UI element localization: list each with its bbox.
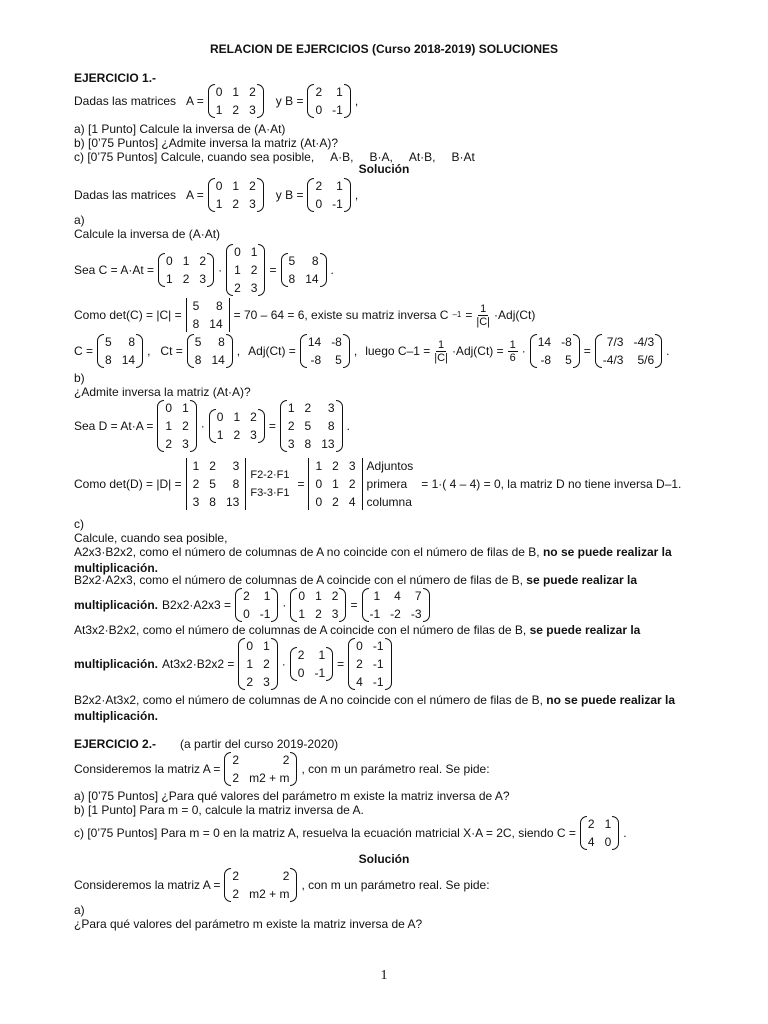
ej1-question-b: b) [0’75 Puntos] ¿Admite inversa la matriz (At·A)? [74, 136, 339, 150]
matrix-cell: -1 [369, 607, 381, 621]
matrix-cell: 1 [263, 639, 270, 653]
matrix-cell: 14 [307, 335, 322, 349]
matrix-cell: 0 [297, 666, 305, 680]
ej1-matrix-d [280, 400, 343, 452]
ej1-det-d2-matrix [308, 458, 362, 510]
matrix-cell: 1 [192, 459, 200, 473]
ej1-y-b-eq: y B = [275, 94, 304, 108]
ej2-matrix-a-2 [224, 868, 297, 902]
ej1-qc-prefix: c) [0’75 Puntos] Calcule, cuando sea posible, [74, 150, 315, 164]
ej1-dot-3: . [346, 419, 350, 433]
matrix-cell: 1 [315, 589, 322, 603]
matrix-cell: 5 [192, 299, 200, 313]
ej1-c4-bold: no se puede realizar la multiplicación. [74, 693, 675, 723]
matrix-cell: 2 [249, 85, 256, 99]
ej1-y-b-eq-2: y B = [275, 188, 304, 202]
matrix-cell: 3 [263, 675, 270, 689]
ej1-inverse-line: C = 5 8 8 14 , Ct = 5 8 8 14 , Adj(Ct) = 14 -8 -8 5 , luego C–1 = $\frac{1}{|C|}$ ·Adj(Ct) = $\frac{1}{6}$ · 14 -8 -8 5 = 7/3 -4/3 -4/3 5/6 . [74, 335, 670, 367]
matrix-cell: 2 [165, 437, 173, 451]
matrix-cell: -8 [310, 353, 322, 367]
matrix-cell: -3 [410, 607, 422, 621]
matrix-cell: 1 [232, 85, 240, 99]
ej1-frac-1-over-c: $\frac{1}{|C|}$ [476, 302, 491, 328]
matrix-cell: 1 [604, 817, 612, 831]
matrix-cell: 5 [288, 254, 296, 268]
ej1-eq-2: = [583, 344, 591, 358]
ej1-matrix-b-4 [290, 647, 333, 681]
ej1-eq-3: = [268, 419, 276, 433]
matrix-cell: 3 [250, 428, 257, 442]
matrix-cell: -1 [372, 639, 384, 653]
ej1-matrix-ct [187, 334, 233, 368]
ej1-eq-1: = [269, 263, 277, 277]
ej1-matrix-a [208, 84, 264, 118]
matrix-cell: 2 [332, 495, 339, 509]
ej1-c4-paragraph [74, 692, 696, 724]
ej2-statement-repeat [74, 868, 490, 902]
ej1-part-a-label: a) [74, 213, 85, 227]
ej1-row-op-3: F3-3·F1 [250, 487, 290, 499]
ej1-c-eq: C = [74, 344, 94, 358]
ej1-det-d-matrix [186, 458, 247, 510]
ej2-question-c-text: c) [0’75 Puntos] Para m = 0 en la matriz A, resuelva la ecuación matricial X·A = 2C, siendo C = [74, 826, 576, 840]
ej1-c3-bold-2: multiplicación. [74, 657, 159, 671]
matrix-cell: 13 [321, 437, 335, 451]
matrix-cell: 3 [331, 607, 339, 621]
ej1-c2-bold: se puede realizar la [526, 573, 637, 587]
matrix-cell: 0 [234, 245, 241, 259]
matrix-cell: -4/3 [602, 353, 624, 367]
matrix-cell: 8 [218, 335, 225, 349]
matrix-cell: 4 [394, 589, 401, 603]
matrix-cell: 8 [194, 353, 202, 367]
matrix-cell: 1 [373, 589, 381, 603]
ej1-c2-expr-line: multiplicación. B2x2·A2x3 = 2 1 0 -1 · 0 1 2 1 2 3 = 1 4 7 -1 -2 -3 [74, 588, 430, 622]
matrix-cell: 3 [348, 459, 356, 473]
ej2-question-b: b) [1 Punto] Para m = 0, calcule la matriz inversa de A. [74, 803, 364, 817]
matrix-cell: 1 [250, 245, 258, 259]
matrix-cell: 1 [336, 85, 343, 99]
ej1-matrix-a-3 [158, 253, 214, 287]
matrix-cell: 3 [249, 197, 256, 211]
matrix-cell: 1 [318, 648, 326, 662]
ej2-question-c [74, 816, 627, 850]
ej1-c3-text: At3x2·B2x2, como el número de columnas de A coincide con el número de filas de B, [74, 623, 527, 637]
matrix-cell: 3 [199, 272, 207, 286]
matrix-cell: 0 [315, 103, 323, 117]
matrix-cell: 5 [335, 353, 342, 367]
matrix-cell: 2 [209, 459, 216, 473]
matrix-cell: 0 [315, 495, 323, 509]
matrix-cell: 2 [192, 477, 200, 491]
matrix-cell: -1 [372, 675, 384, 689]
matrix-cell: 2 [297, 648, 305, 662]
matrix-cell: 2 [232, 103, 240, 117]
ej1-c3-expr: At3x2·B2x2 = [162, 657, 235, 671]
matrix-cell: 8 [128, 335, 136, 349]
ej1-part-b-label: b) [74, 371, 85, 385]
ej2-heading-line [74, 736, 338, 752]
ej2-statement [74, 752, 490, 786]
matrix-cell: 8 [304, 437, 312, 451]
ej1-heading: EJERCICIO 1.- [74, 71, 157, 85]
matrix-cell: 3 [182, 437, 189, 451]
ej1-adj-label-1: Adjuntos [366, 459, 414, 473]
matrix-cell: m2 + m [249, 771, 290, 785]
matrix-cell: 4 [356, 675, 363, 689]
ej1-c2-paragraph [74, 572, 696, 588]
matrix-cell: 0 [246, 639, 254, 653]
ej1-luego: luego C–1 = [365, 344, 431, 358]
matrix-cell: 3 [250, 281, 258, 295]
ej1-matrix-a-2 [208, 178, 264, 212]
ej1-matrix-b-3 [235, 588, 278, 622]
matrix-cell: 4 [348, 495, 356, 509]
ej2-question-a: a) [0’75 Puntos] ¿Para qué valores del parámetro m existe la matriz inversa de A? [74, 789, 510, 803]
matrix-cell: 2 [233, 428, 241, 442]
ej1-c1-text: A2x3·B2x2, como el número de columnas de A no coincide con el número de filas de B, [74, 545, 540, 559]
matrix-cell: 0 [298, 589, 306, 603]
ej1-a-eq-2: A = [186, 188, 204, 202]
matrix-cell: 1 [233, 410, 241, 424]
ej1-matrix-at [226, 244, 265, 296]
matrix-cell: 1 [182, 254, 190, 268]
ej1-adj-ct-tail: ·Adj(Ct) = [451, 344, 504, 358]
ej1-part-c-label: c) [74, 517, 84, 531]
ej1-dadas-label-2: Dadas las matrices [74, 188, 177, 202]
matrix-cell: 14 [305, 272, 319, 286]
ej2-consider-label-2: Consideremos la matriz A = [74, 878, 221, 892]
matrix-cell: 0 [315, 477, 323, 491]
ej1-qc-item-atb: At·B, [408, 150, 436, 164]
ej1-matrix-at-3 [238, 638, 277, 690]
ej1-det-d-result: = 1·( 4 – 4) = 0, la matriz D no tiene inversa D–1. [421, 477, 682, 491]
ej1-sea-c-line: Sea C = A·At = 0 1 2 1 2 3 · 0 1 1 2 2 3 = 5 8 8 14 . [74, 245, 334, 295]
ej1-adj-labels [367, 457, 414, 511]
matrix-cell: 5 [105, 335, 112, 349]
ej2-consider-label: Consideremos la matriz A = [74, 762, 221, 776]
matrix-cell: 8 [288, 272, 296, 286]
ej1-dot-1: . [330, 263, 334, 277]
matrix-cell: 7 [414, 589, 422, 603]
ej1-statement [74, 84, 358, 118]
matrix-cell: 8 [311, 254, 319, 268]
matrix-cell: 1 [263, 589, 271, 603]
ej1-c2-bold-2: multiplicación. [74, 598, 159, 612]
ej1-eq-6: = [337, 657, 345, 671]
ej1-dot-2: . [666, 344, 670, 358]
matrix-cell: 1 [315, 459, 323, 473]
matrix-cell: 2 [232, 197, 240, 211]
matrix-cell: -1 [259, 607, 271, 621]
ej1-sea-d-label: Sea D = At·A = [74, 419, 154, 433]
matrix-cell: 2 [332, 459, 339, 473]
ej1-det-c-label: Como det(C) = |C| = [74, 308, 182, 322]
ej2-part-a-question: ¿Para qué valores del parámetro m existe la matriz inversa de A? [74, 917, 423, 931]
ej1-question-a: a) [1 Punto] Calcule la inversa de (A·At) [74, 122, 286, 136]
ej2-matrix-a [224, 752, 297, 786]
matrix-cell: 1 [298, 607, 306, 621]
ej1-qc-item-bat: B·At [451, 150, 475, 164]
ej1-matrix-a-5 [290, 588, 346, 622]
matrix-cell: 1 [332, 477, 339, 491]
matrix-cell: 5/6 [637, 353, 655, 367]
ej1-qc-item-ba: B·A, [369, 150, 393, 164]
matrix-cell: 2 [232, 869, 240, 883]
ej2-heading: EJERCICIO 2.- [74, 737, 157, 751]
ej1-c4-text: B2x2·At3x2, como el número de columnas de A no coincide con el número de filas de B, [74, 693, 543, 707]
ej1-matrix-atb [348, 638, 391, 690]
matrix-cell: 2 [234, 281, 241, 295]
ej1-c2-expr: B2x2·A2x3 = [162, 598, 232, 612]
matrix-cell: -1 [372, 657, 384, 671]
ej1-matrix-c [281, 253, 327, 287]
ej1-det-c-tail: ·Adj(Ct) [494, 308, 536, 322]
matrix-cell: 2 [182, 419, 189, 433]
matrix-cell: 13 [225, 495, 240, 509]
ej1-comma: , [354, 94, 359, 108]
matrix-cell: 14 [537, 335, 552, 349]
matrix-cell: 1 [336, 179, 343, 193]
ej1-eq-4: = [297, 477, 305, 491]
matrix-cell: 2 [232, 887, 240, 901]
ej1-frac-1-over-c-2: $\frac{1}{|C|}$ [434, 338, 448, 364]
matrix-cell: 1 [246, 657, 254, 671]
matrix-cell: 5 [304, 419, 312, 433]
matrix-cell: 3 [249, 103, 256, 117]
matrix-cell: 2 [331, 589, 339, 603]
ej1-det-c-result: = 70 – 64 = 6, existe su matriz inversa C [233, 308, 449, 322]
matrix-cell: 2 [356, 657, 363, 671]
matrix-cell: 2 [263, 657, 270, 671]
matrix-cell: 8 [192, 317, 200, 331]
ej1-qc-item-ab: A·B, [330, 150, 354, 164]
ej1-c3-paragraph [74, 622, 696, 638]
matrix-cell: -2 [390, 607, 401, 621]
matrix-cell: -4/3 [633, 335, 655, 349]
ej1-solution-heading: Solución [358, 162, 410, 176]
ej1-statement-repeat [74, 178, 358, 212]
ej2-matrix-c [580, 816, 619, 850]
matrix-cell: 2 [243, 589, 250, 603]
matrix-cell: 2 [287, 419, 295, 433]
ej1-adj-label-2: primera [366, 477, 408, 491]
ej1-matrix-adj [300, 334, 350, 368]
ej2-tail: , con m un parámetro real. Se pide: [301, 762, 490, 776]
ej1-matrix-adj-2 [530, 334, 580, 368]
matrix-cell: 0 [215, 85, 223, 99]
ej1-part-b-question: ¿Admite inversa la matriz (At·A)? [74, 385, 251, 399]
ej1-det-c-matrix [186, 298, 230, 332]
ej1-frac-1-over-6: $\frac{1}{6}$ [509, 338, 516, 364]
matrix-cell: 0 [165, 401, 173, 415]
ej1-det-d-label: Como det(D) = |D| = [74, 477, 182, 491]
ej1-comma-2: , [354, 188, 359, 202]
matrix-cell: 2 [250, 263, 258, 277]
matrix-cell: 4 [587, 835, 595, 849]
ej1-sea-c-label: Sea C = A·At = [74, 263, 155, 277]
matrix-cell: 2 [182, 272, 190, 286]
matrix-cell: 2 [348, 477, 356, 491]
matrix-cell: 0 [315, 197, 323, 211]
matrix-cell: 2 [232, 771, 240, 785]
matrix-cell: -8 [561, 335, 572, 349]
ej1-sea-d-line: Sea D = At·A = 0 1 1 2 2 3 · 0 1 2 1 2 3 = 1 2 3 2 5 8 3 8 13 . [74, 401, 350, 451]
ej2-tail-2: , con m un parámetro real. Se pide: [301, 878, 490, 892]
page-number: 1 [380, 968, 388, 983]
matrix-cell: 1 [215, 103, 223, 117]
ej1-part-a-question: Calcule la inversa de (A·At) [74, 227, 221, 241]
matrix-cell: -1 [332, 197, 343, 211]
matrix-cell: 2 [282, 869, 290, 883]
matrix-cell: 14 [211, 353, 225, 367]
ej2-part-a-label: a) [74, 903, 85, 917]
ej1-eq-5: = [350, 598, 358, 612]
ej1-adj-ct-eq: Adj(Ct) = [248, 344, 296, 358]
matrix-cell: 5 [209, 477, 216, 491]
matrix-cell: 2 [315, 85, 323, 99]
ej1-a-eq: A = [186, 94, 204, 108]
ej1-matrix-cinv [595, 334, 662, 368]
matrix-cell: 2 [246, 675, 254, 689]
ej1-matrix-b [307, 84, 350, 118]
matrix-cell: 2 [304, 401, 312, 415]
ej1-matrix-c-2 [97, 334, 143, 368]
matrix-cell: 8 [105, 353, 112, 367]
matrix-cell: 14 [209, 317, 223, 331]
ej1-adj-label-3: columna [366, 495, 412, 509]
matrix-cell: 1 [234, 263, 241, 277]
matrix-cell: 2 [587, 817, 595, 831]
matrix-cell: 1 [165, 419, 173, 433]
matrix-cell: 2 [249, 179, 256, 193]
matrix-cell: 0 [166, 254, 173, 268]
matrix-cell: 3 [327, 401, 335, 415]
ej1-row-ops [250, 466, 289, 502]
matrix-cell: 2 [315, 179, 323, 193]
matrix-cell: 3 [287, 437, 295, 451]
ej1-matrix-b-2 [307, 178, 350, 212]
ej1-matrix-ba [362, 588, 430, 622]
matrix-cell: 2 [199, 254, 207, 268]
ej1-det-d-line [74, 457, 681, 511]
matrix-cell: 0 [215, 179, 223, 193]
matrix-cell: 0 [216, 410, 224, 424]
matrix-cell: -8 [331, 335, 342, 349]
ej1-matrix-at-2 [157, 400, 196, 452]
ej1-matrix-a-4 [209, 409, 265, 443]
matrix-cell: -1 [314, 666, 326, 680]
matrix-cell: 1 [215, 197, 223, 211]
matrix-cell: 1 [166, 272, 173, 286]
matrix-cell: 1 [287, 401, 295, 415]
ej1-row-op-2: F2-2·F1 [250, 469, 290, 481]
ej2-solution-heading: Solución [358, 852, 410, 866]
ej1-c2-text: B2x2·A2x3, como el número de columnas de A coincide con el número de filas de B, [74, 573, 523, 587]
matrix-cell: 2 [282, 753, 290, 767]
ej2-note: (a partir del curso 2019-2020) [180, 737, 339, 751]
matrix-cell: 8 [215, 299, 223, 313]
matrix-cell: 2 [232, 753, 240, 767]
ej1-dadas-label: Dadas las matrices [74, 94, 177, 108]
matrix-cell: 0 [243, 607, 250, 621]
matrix-cell: 5 [194, 335, 202, 349]
ej1-c1-bold: no se puede realizar la multiplicación. [74, 545, 672, 575]
ej1-part-c-question: Calcule, cuando sea posible, [74, 531, 228, 545]
ej1-det-c-line: Como det(C) = |C| = 5 8 8 14 = 70 – 64 = 6, existe su matriz inversa C –1 = $\frac{1}{|C|}$ ·Adj(Ct) [74, 299, 536, 331]
matrix-cell: 0 [356, 639, 363, 653]
ej1-ct-eq: Ct = [160, 344, 183, 358]
ej1-c3-expr-line: multiplicación. At3x2·B2x2 = 0 1 1 2 2 3 · 2 1 0 -1 = 0 -1 2 -1 4 -1 [74, 638, 392, 690]
matrix-cell: 5 [565, 353, 572, 367]
ej1-c3-bold: se puede realizar la [529, 623, 641, 637]
ej2-dot: . [623, 826, 627, 840]
matrix-cell: 14 [121, 353, 136, 367]
matrix-cell: 8 [232, 477, 240, 491]
matrix-cell: 7/3 [606, 335, 624, 349]
matrix-cell: 0 [604, 835, 612, 849]
matrix-cell: 1 [182, 401, 189, 415]
matrix-cell: 8 [327, 419, 335, 433]
matrix-cell: 2 [250, 410, 257, 424]
matrix-cell: m2 + m [249, 887, 290, 901]
matrix-cell: 1 [232, 179, 240, 193]
matrix-cell: 3 [232, 459, 240, 473]
matrix-cell: 2 [315, 607, 322, 621]
matrix-cell: -1 [332, 103, 343, 117]
matrix-cell: 1 [216, 428, 224, 442]
document-title: RELACION DE EJERCICIOS (Curso 2018-2019) SOLUCIONES [209, 42, 559, 56]
matrix-cell: 3 [192, 495, 200, 509]
matrix-cell: 8 [209, 495, 216, 509]
matrix-cell: -8 [540, 353, 552, 367]
